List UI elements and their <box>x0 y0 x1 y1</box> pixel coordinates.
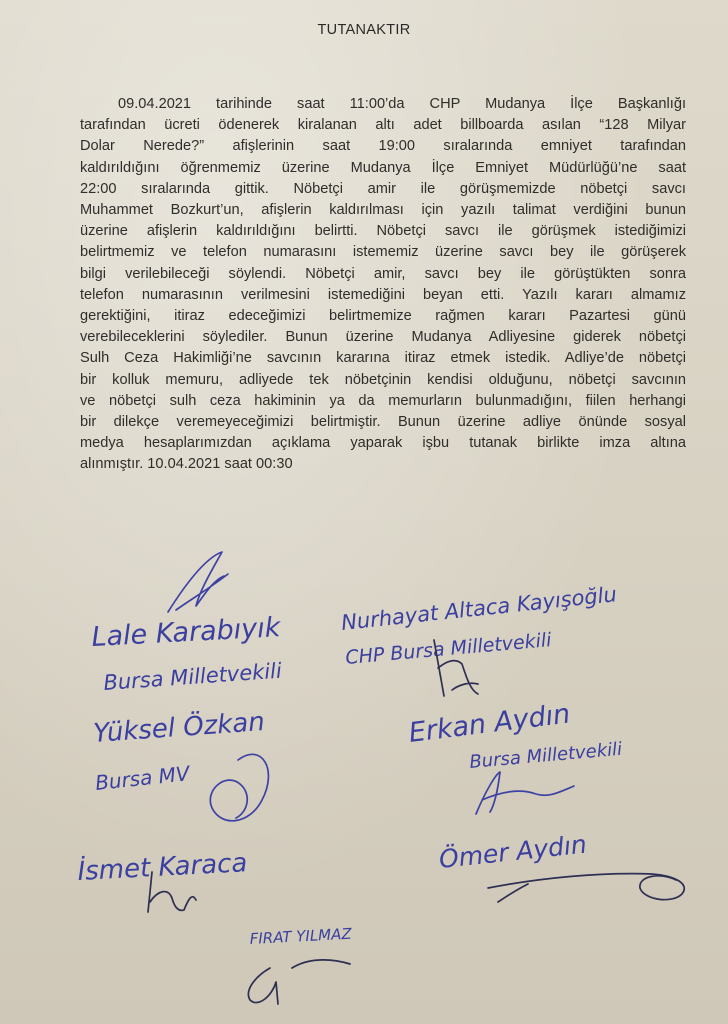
signature-scribble <box>210 754 268 820</box>
signature-name: Yüksel Özkan <box>92 707 266 749</box>
signature-scribble <box>476 772 574 814</box>
signature-scribble <box>488 874 684 902</box>
body-line: belirtmemiz ve telefon numarasını istememiz üzerine savcı bey ile görüşerek <box>80 244 686 261</box>
signature-block-6 <box>438 830 685 902</box>
body-line: bilgi verilebileceği söylendi. Nöbetçi amir, savcı bey ile görüştükten sonra <box>80 265 686 282</box>
signature-block-2 <box>340 582 618 696</box>
signature-scribble <box>168 552 228 612</box>
body-line: Dolar Nerede?” afişlerinin saat 19:00 sıralarında emniyet tarafından <box>80 138 686 155</box>
signature-role: CHP Bursa Milletvekili <box>344 629 553 669</box>
signature-name: Lale Karabıyık <box>90 612 282 653</box>
signature-role: Bursa Milletvekili <box>102 658 283 695</box>
body-line: Sulh Ceza Hakimliği’ne savcının kararına itiraz etmek istedik. Adliye’de nöbetçi <box>80 350 686 367</box>
signature-name: Erkan Aydın <box>407 698 572 749</box>
signature-name: FIRAT YILMAZ <box>249 924 353 948</box>
body-line: Muhammet Bozkurt’un, afişlerin kaldırılması için yazılı talimat verdiğini bunun <box>80 202 686 219</box>
body-line: 22:00 sıralarında gittik. Nöbetçi amir ile görüşmemizde nöbetçi savcı <box>80 180 686 197</box>
body-line: telefon numarasının verilmesini istemediğini beyan etti. Yazılı kararı almamız <box>80 286 686 303</box>
signature-role: Bursa MV <box>94 761 191 795</box>
document-title: TUTANAKTIR <box>317 22 411 38</box>
body-line: tarafından ücreti ödenerek kiralanan altı adet billboarda asılan “128 Milyar <box>80 117 686 134</box>
signature-block-1 <box>91 552 283 695</box>
body-line: kaldırıldığını öğrenmemiz üzerine Mudanya İlçe Emniyet Müdürlüğü’ne saat <box>80 159 686 176</box>
body-line: bir kolluk memuru, adliyede tek nöbetçinin kendisi olduğunu, nöbetçi savcının <box>80 371 686 388</box>
body-line: ve nöbetçi sulh ceza hakiminin ya da memurların bulunmadığını, fiilen herhangi <box>80 392 686 409</box>
signature-block-5 <box>77 846 248 912</box>
signature-name: İsmet Karaca <box>76 848 249 887</box>
signature-name: Ömer Aydın <box>437 829 589 874</box>
body-line: verebileceklerini söylediler. Bunun üzerine Mudanya Adliyesine giderek nöbetçi <box>80 329 686 346</box>
signature-block-3 <box>92 705 268 821</box>
signature-scribble <box>248 960 350 1004</box>
signature-name: Nurhayat Altaca Kayışoğlu <box>340 582 618 635</box>
signature-block-4 <box>407 698 623 814</box>
body-line: 09.04.2021 tarihinde saat 11:00’da CHP Mudanya İlçe Başkanlığı <box>118 96 686 112</box>
signature-block-7 <box>248 925 352 1004</box>
body-line: alınmıştır. 10.04.2021 saat 00:30 <box>80 456 293 473</box>
body-line: bir dilekçe veremeyeceğimizi belirtmiştir. Bunun üzerine adliye önünde sosyal <box>80 414 686 431</box>
body-line: gerektiğini, itiraz edeceğimizi belirtmemize rağmen kararı Pazartesi günü <box>80 308 686 325</box>
signature-role: Bursa Milletvekili <box>468 738 623 773</box>
body-line: medya hesaplarımızdan açıklama yaparak işbu tutanak birlikte imza altına <box>80 435 686 452</box>
body-line: üzerine afişlerin kaldırıldığını belirtti. Nöbetçi savcı ile görüşmek istediğimizi <box>80 223 686 240</box>
